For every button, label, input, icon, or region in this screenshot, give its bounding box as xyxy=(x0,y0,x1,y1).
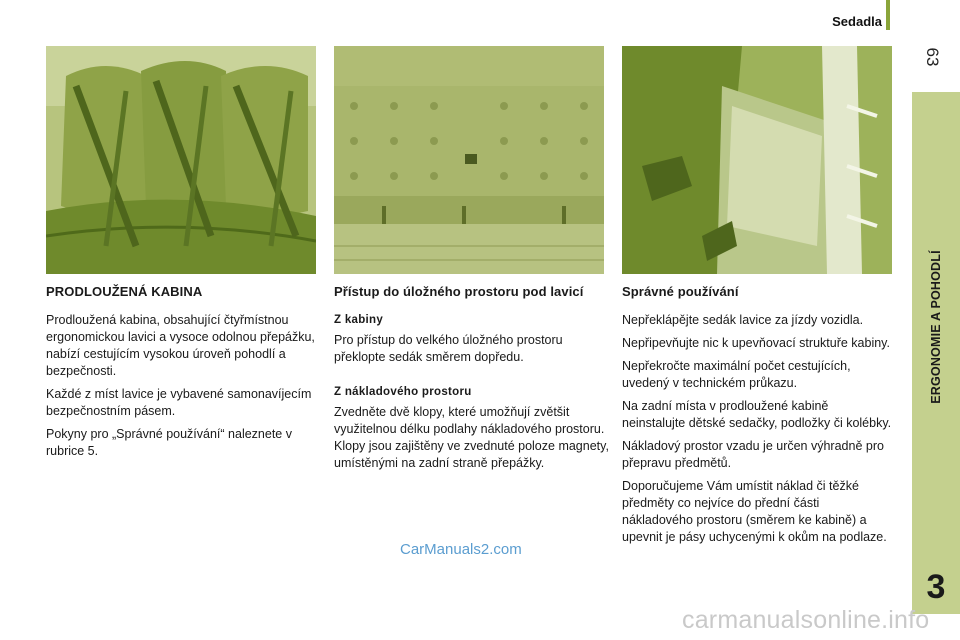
header-accent-bar xyxy=(886,0,890,30)
folded-seat-photo xyxy=(622,46,892,274)
heading-extended-cabin: PRODLOUŽENÁ KABINA xyxy=(46,284,203,299)
paragraph: Nepřekročte maximální počet cestujících, uvedený v technickém průkazu. xyxy=(622,359,851,390)
heading-correct-use: Správné používání xyxy=(622,284,739,299)
paragraph: Na zadní místa v prodloužené kabině neinstalujte dětské sedačky, podložky či kolébky. xyxy=(622,399,892,430)
subheading-from-cargo-area: Z nákladového prostoru xyxy=(334,386,472,398)
paragraph: Nákladový prostor vzadu je určen výhradně pro přepravu předmětů. xyxy=(622,439,884,470)
column-extended-cabin xyxy=(46,283,324,466)
paragraph: Nepřipevňujte nic k upevňovací struktuře kabiny. xyxy=(622,336,890,350)
bench-seats-photo xyxy=(46,46,316,274)
column-storage-access xyxy=(334,283,612,478)
chapter-number: 3 xyxy=(912,560,960,614)
subheading-from-cabin: Z kabiny xyxy=(334,314,384,326)
paragraph: Nepřeklápějte sedák lavice za jízdy vozidla. xyxy=(622,313,864,327)
paragraph: Doporučujeme Vám umístit náklad či těžké předměty co nejvíce do přední části nákladového prostoru (směrem ke kabině) a upevnit je pásy uchycenými k okům na podlaze. xyxy=(622,479,887,544)
paragraph: Každé z míst lavice je vybavené samonavíjecím bezpečnostním pásem. xyxy=(46,387,312,418)
paragraph: Pokyny pro „Správné používání“ naleznete v rubrice 5. xyxy=(46,427,292,458)
watermark-carmanualsonline: carmanualsonline.info xyxy=(682,606,930,634)
paragraph: Zvedněte dvě klopy, které umožňují zvětšit využitelnou délku podlahy nákladového prostoru. Klopy jsou zajištěny ve zvednuté poloze magnety, umístěnými na zadní straně přepážky. xyxy=(334,405,609,470)
chapter-side-label: ERGONOMIE A POHODLÍ xyxy=(929,250,944,404)
paragraph: Pro přístup do velkého úložného prostoru překlopte sedák směrem dopředu. xyxy=(334,333,563,364)
heading-storage-access: Přístup do úložného prostoru pod lavicí xyxy=(334,284,584,299)
section-title: Sedadla xyxy=(832,14,882,29)
under-bench-storage-photo xyxy=(334,46,604,274)
column-correct-use xyxy=(622,283,892,552)
page-number: 63 xyxy=(923,47,942,67)
paragraph: Prodloužená kabina, obsahující čtyřmístnou ergonomickou lavici a vysoce odolnou přepážku, nabízí cestujícím vysokou úroveň pohodlí a bezpečnosti. xyxy=(46,313,315,378)
watermark-carmanuals2: CarManuals2.com xyxy=(400,541,522,558)
